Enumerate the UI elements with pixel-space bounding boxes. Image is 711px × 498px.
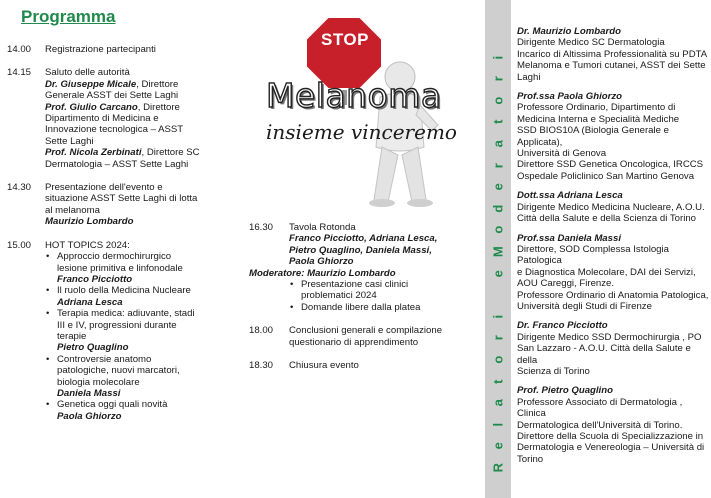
- band-letter: l: [490, 422, 506, 427]
- band-letter: o: [490, 96, 506, 105]
- topic-item: [45, 399, 215, 422]
- topic-text: terapie: [57, 330, 87, 342]
- speaker-affiliation: SSD BIOS10A (Biologia Generale e Applicata),: [517, 125, 669, 148]
- speaker-affiliation: Scienza di Torino: [517, 365, 590, 377]
- speaker-entry: [517, 190, 709, 224]
- roundtable-list: [289, 279, 479, 313]
- moderator: Moderatore: Maurizio Lombardo: [249, 267, 396, 279]
- authority-3: [45, 147, 215, 158]
- speaker-affiliation: Professore Ordinario, Dipartimento di: [517, 102, 676, 114]
- page-title: Programma: [21, 7, 116, 26]
- band-letter: R: [490, 463, 506, 473]
- speaker-affiliation: Melanoma e Tumori cutanei, ASST dei Sette: [517, 60, 706, 72]
- relatori-moderatori-band: [485, 0, 511, 498]
- band-letter: r: [490, 76, 506, 82]
- topic-text: • Approccio dermochirurgico: [57, 251, 172, 263]
- speakers-column: [517, 26, 709, 473]
- topic-speaker: Daniela Massi: [57, 387, 121, 399]
- authority-role-line: Dermatologia – ASST Sette Laghi: [45, 158, 189, 170]
- speaker-affiliation: Direttore, SOD Complessa Istologia Patologica: [517, 243, 669, 267]
- panel-names: Paola Ghiorzo: [289, 256, 354, 268]
- speaker-name: Dr. Franco Picciotto: [517, 320, 608, 332]
- band-letter: e: [490, 442, 506, 450]
- schedule-entry-conclusioni: [249, 325, 479, 348]
- topic-speaker: Paola Ghiorzo: [57, 410, 122, 422]
- speaker-affiliation: Torino: [517, 453, 544, 465]
- topic-item: [45, 308, 215, 354]
- topic-text: • Terapia medica: adiuvante, stadi: [57, 308, 195, 320]
- entry-text: Presentazione dell'evento e: [45, 182, 163, 194]
- authority-role: , Direttore: [136, 78, 179, 90]
- entry-text: situazione ASST Sette Laghi di lotta: [45, 193, 198, 205]
- speaker-entry: [517, 385, 709, 465]
- speaker-affiliation: Professore Associato di Dermatologia , Clinica: [517, 396, 683, 420]
- speaker-entry: [517, 233, 709, 313]
- topic-text: lesione primitiva e linfonodale: [57, 262, 183, 274]
- speaker-affiliation: Università degli Studi di Firenze: [517, 300, 652, 312]
- speaker-affiliation: Città della Salute e della Scienza di Torino: [517, 213, 697, 225]
- speaker-name: Dott.ssa Adriana Lesca: [517, 190, 623, 202]
- authority-role-line: Sette Laghi: [45, 135, 94, 147]
- program-left-column: [7, 44, 215, 434]
- topic-text: patologiche, nuovi marcatori,: [57, 365, 180, 377]
- band-letter: e: [490, 183, 506, 191]
- melanoma-logo: [262, 15, 467, 210]
- speaker-affiliation: AOU Careggi, Firenze.: [517, 278, 615, 290]
- speaker-affiliation: Dermatologica dell'Università di Torino.: [517, 419, 683, 431]
- band-letter: i: [490, 314, 506, 319]
- entry-text: Tavola Rotonda: [289, 222, 356, 233]
- entry-heading: HOT TOPICS 2024:: [45, 239, 130, 251]
- topic-speaker: Adriana Lesca: [57, 296, 123, 308]
- speaker-affiliation: Dermatologia e Venereologia – Università di: [517, 442, 705, 454]
- speaker-affiliation: Medicina Interna e Specialità Mediche: [517, 113, 680, 125]
- entry-text: Conclusioni generali e compilazione: [289, 325, 443, 337]
- entry-text: Saluto delle autorità: [45, 67, 130, 79]
- speaker-affiliation: San Lazzaro - A.O.U. Città della Salute e della: [517, 343, 691, 366]
- band-letter: d: [490, 204, 506, 213]
- authority-role-line: Dipartimento di Medicina e: [45, 113, 159, 125]
- entry-time: 14.00: [7, 44, 32, 55]
- speaker-affiliation: Professore Ordinario di Anatomia Patologica,: [517, 289, 709, 301]
- melanoma-wordmark: Melanoma: [266, 76, 442, 115]
- speaker-name: Prof.ssa Paola Ghiorzo: [517, 91, 623, 103]
- band-letter: o: [490, 355, 506, 364]
- speaker-affiliation: Direttore SSD Genetica Oncologica, IRCCS: [517, 159, 704, 171]
- topic-text: III e IV, progressioni durante: [57, 319, 177, 331]
- band-letter: r: [490, 335, 506, 341]
- authority-1: [45, 79, 215, 90]
- entry-time: 15.00: [7, 239, 32, 251]
- roundtable-text: • Domande libere dalla platea: [301, 301, 421, 313]
- speaker-affiliation: Ospedale Policlinico San Martino Genova: [517, 170, 695, 182]
- authority-name: Prof. Giulio Carcano: [45, 101, 138, 113]
- speaker-affiliation: e Diagnostica Molecolare, DAI dei Servizi,: [517, 266, 696, 278]
- speaker-affiliation: Incarico di Altissima Professionalità su PDTA: [517, 48, 708, 60]
- authority-role: , Direttore: [137, 101, 180, 113]
- authority-name: Prof. Nicola Zerbinati: [45, 147, 142, 159]
- speaker-name: Prof.ssa Daniela Massi: [517, 232, 621, 244]
- speaker-affiliation: Dirigente Medico Medicina Nucleare, A.O.U.: [517, 201, 705, 213]
- topic-text: • Genetica oggi quali novità: [57, 399, 168, 411]
- authority-role-line: Innovazione tecnologica – ASST: [45, 124, 184, 136]
- band-letter: r: [490, 162, 506, 168]
- authority-role-line: Generale ASST dei Sette Laghi: [45, 90, 179, 102]
- band-letter: i: [490, 55, 506, 60]
- program-middle-column: [249, 222, 479, 383]
- roundtable-item: [289, 279, 479, 302]
- topic-list: [45, 251, 215, 422]
- authority-role: , Direttore SC: [141, 147, 200, 159]
- band-letter: t: [490, 379, 506, 384]
- topic-item: [45, 251, 215, 285]
- panel-names: Franco Picciotto, Adriana Lesca,: [289, 233, 438, 245]
- topic-speaker: Franco Picciotto: [57, 273, 133, 285]
- roundtable-item: [289, 302, 479, 313]
- schedule-entry-hot-topics: [7, 240, 215, 423]
- entry-time: 16.30: [249, 222, 274, 233]
- band-letter: o: [490, 226, 506, 235]
- band-vertical-label: [485, 0, 511, 498]
- band-letter: a: [490, 399, 506, 407]
- entry-time: 18.30: [249, 360, 274, 372]
- entry-speaker: Maurizio Lombardo: [45, 216, 134, 228]
- schedule-entry-chiusura: [249, 360, 479, 371]
- entry-time: 14.30: [7, 182, 32, 194]
- speaker-entry: [517, 26, 709, 83]
- schedule-entry-presentazione: [7, 182, 215, 228]
- schedule-entry-saluto: [7, 67, 215, 170]
- topic-item: [45, 285, 215, 308]
- speaker-name: Dr. Maurizio Lombardo: [517, 26, 621, 37]
- speaker-entry: [517, 91, 709, 182]
- band-letter: M: [490, 246, 506, 258]
- tagline: insieme vinceremo: [266, 120, 457, 144]
- authority-name: Dr. Giuseppe Micale: [45, 78, 137, 90]
- entry-text: Registrazione partecipanti: [45, 44, 156, 55]
- entry-time: 14.15: [7, 67, 32, 79]
- authority-2: [45, 102, 215, 113]
- speaker-affiliation: Direttore della Scuola di Specializzazione in: [517, 431, 704, 442]
- stop-sign-text: STOP: [321, 30, 369, 49]
- entry-time: 18.00: [249, 325, 274, 337]
- roundtable-text: problematici 2024: [301, 290, 377, 302]
- speaker-affiliation: Laghi: [517, 71, 541, 83]
- schedule-entry-tavola-rotonda: [249, 222, 479, 313]
- topic-text: • Controversie anatomo: [57, 353, 152, 365]
- speaker-affiliation: Dirigente Medico SSD Dermochirurgia , PO: [517, 331, 702, 343]
- roundtable-text: • Presentazione casi clinici: [301, 279, 409, 291]
- topic-speaker: Pietro Quaglino: [57, 342, 129, 354]
- band-letter: t: [490, 119, 506, 125]
- band-letter: a: [490, 140, 506, 148]
- band-letter: e: [490, 269, 506, 277]
- speaker-affiliation: Dirigente Medico SC Dermatologia: [517, 37, 665, 49]
- schedule-entry-registrazione: [7, 44, 215, 55]
- topic-text: • Il ruolo della Medicina Nucleare: [57, 285, 191, 297]
- panel-names: Pietro Quaglino, Daniela Massi,: [289, 244, 432, 256]
- topic-item: [45, 354, 215, 400]
- entry-text: Chiusura evento: [289, 360, 359, 372]
- topic-text: biologia molecolare: [57, 376, 140, 388]
- speaker-affiliation: Università di Genova: [517, 148, 607, 160]
- speaker-name: Prof. Pietro Quaglino: [517, 385, 613, 397]
- entry-text: al melanoma: [45, 204, 100, 216]
- entry-text: questionario di apprendimento: [289, 336, 419, 348]
- speaker-entry: [517, 320, 709, 377]
